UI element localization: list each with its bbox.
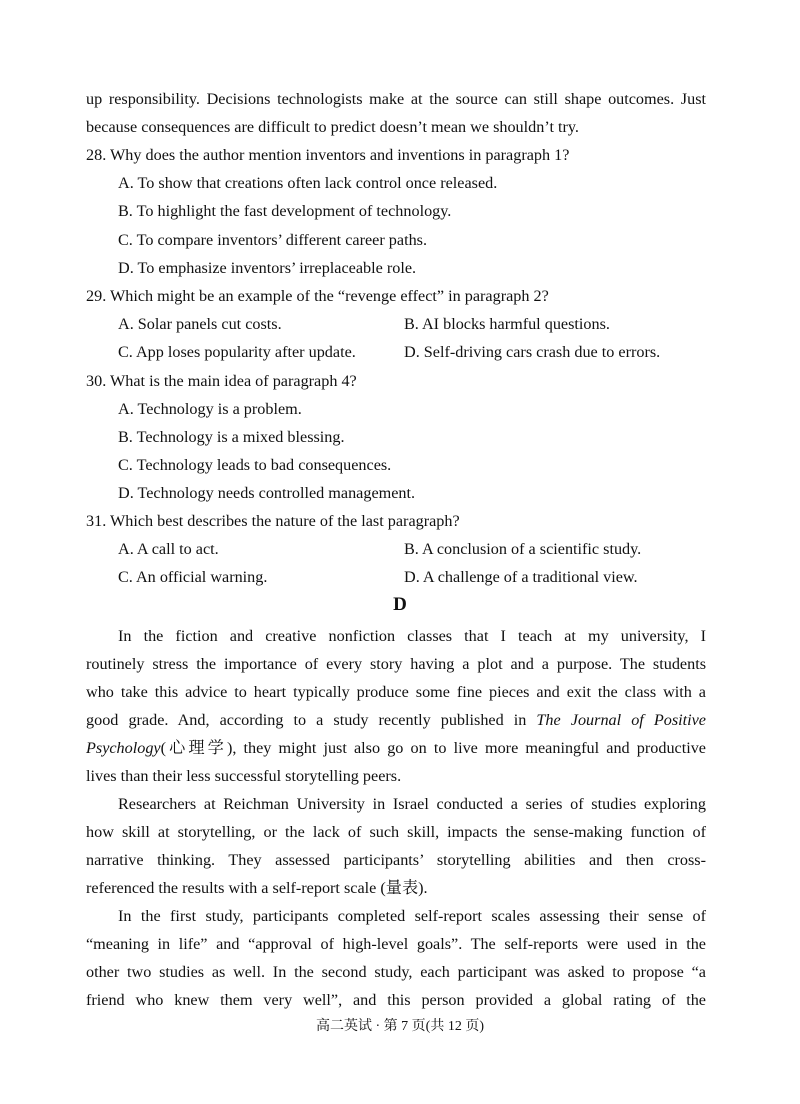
passage-p1-line-5-text: , they might just also go on to live more meaningful and productive (232, 739, 706, 757)
question-30-option-a: A. Technology is a problem. (118, 400, 302, 418)
gloss-psychology: (心理学) (160, 739, 233, 757)
question-30-option-d: D. Technology needs controlled management. (118, 484, 416, 502)
intro-line-2: because consequences are difficult to predict doesn’t mean we shouldn’t try. (86, 118, 579, 136)
question-28-option-d: D. To emphasize inventors’ irreplaceable role. (118, 259, 417, 277)
passage-p1-line-4 (86, 710, 706, 730)
page-footer: 高二英试 · 第 7 页(共 12 页) (316, 1019, 484, 1034)
passage-p1-line-6: lives than their less successful storytelling peers. (86, 767, 402, 785)
passage-p2-line-4 (86, 878, 428, 898)
passage-p2-period: . (423, 879, 428, 897)
question-31-option-b: B. A conclusion of a scientific study. (404, 540, 642, 558)
passage-p2-line-1: Researchers at Reichman University in Israel conducted a series of studies exploring (118, 795, 706, 813)
intro-line-1: up responsibility. Decisions technologists make at the source can still shape outcomes. Just (86, 90, 706, 108)
passage-p1-line-1: In the fiction and creative nonfiction classes that I teach at my university, I (118, 627, 706, 645)
gloss-scale: (量表) (380, 879, 424, 897)
question-29-option-a: A. Solar panels cut costs. (118, 315, 282, 333)
question-31-stem: 31. Which best describes the nature of the last paragraph? (86, 512, 460, 530)
journal-title-part-1: The Journal of Positive (536, 711, 706, 729)
passage-p2-line-4-text: referenced the results with a self-report scale (86, 879, 377, 897)
question-29-option-b: B. AI blocks harmful questions. (404, 315, 610, 333)
journal-title-part-2: Psychology (86, 739, 161, 757)
passage-p3-line-1: In the first study, participants completed self-report scales assessing their sense of (118, 907, 706, 925)
question-28-stem: 28. Why does the author mention inventors and inventions in paragraph 1? (86, 146, 570, 164)
passage-p1-line-3: who take this advice to heart typically produce some fine pieces and exit the class with a (86, 683, 706, 701)
question-28-option-a: A. To show that creations often lack control once released. (118, 174, 498, 192)
question-30-option-c: C. Technology leads to bad consequences. (118, 456, 392, 474)
question-31-option-a: A. A call to act. (118, 540, 219, 558)
question-31-option-d: D. A challenge of a traditional view. (404, 568, 638, 586)
question-29-option-c: C. App loses popularity after update. (118, 343, 356, 361)
question-30-stem: 30. What is the main idea of paragraph 4? (86, 372, 357, 390)
question-28-option-b: B. To highlight the fast development of technology. (118, 202, 452, 220)
question-29-option-d: D. Self-driving cars crash due to errors. (404, 343, 661, 361)
passage-p2-line-3: narrative thinking. They assessed participants’ storytelling abilities and then cross- (86, 851, 706, 869)
question-31-option-c: C. An official warning. (118, 568, 268, 586)
passage-p3-line-4: friend who knew them very well”, and this person provided a global rating of the (86, 991, 706, 1009)
passage-p1-line-5 (86, 738, 706, 758)
question-30-option-b: B. Technology is a mixed blessing. (118, 428, 345, 446)
passage-p1-line-2: routinely stress the importance of every story having a plot and a purpose. The students (86, 655, 706, 673)
passage-p3-line-2: “meaning in life” and “approval of high-level goals”. The self-reports were used in the (86, 935, 706, 953)
passage-p3-line-3: other two studies as well. In the second study, each participant was asked to propose “a (86, 963, 706, 981)
question-28-option-c: C. To compare inventors’ different career paths. (118, 231, 428, 249)
question-29-stem: 29. Which might be an example of the “revenge effect” in paragraph 2? (86, 287, 549, 305)
section-title: D (393, 594, 407, 615)
passage-p2-line-2: how skill at storytelling, or the lack of such skill, impacts the sense-making function of (86, 823, 706, 841)
passage-p1-line-4-text: good grade. And, according to a study recently published in (86, 711, 527, 729)
